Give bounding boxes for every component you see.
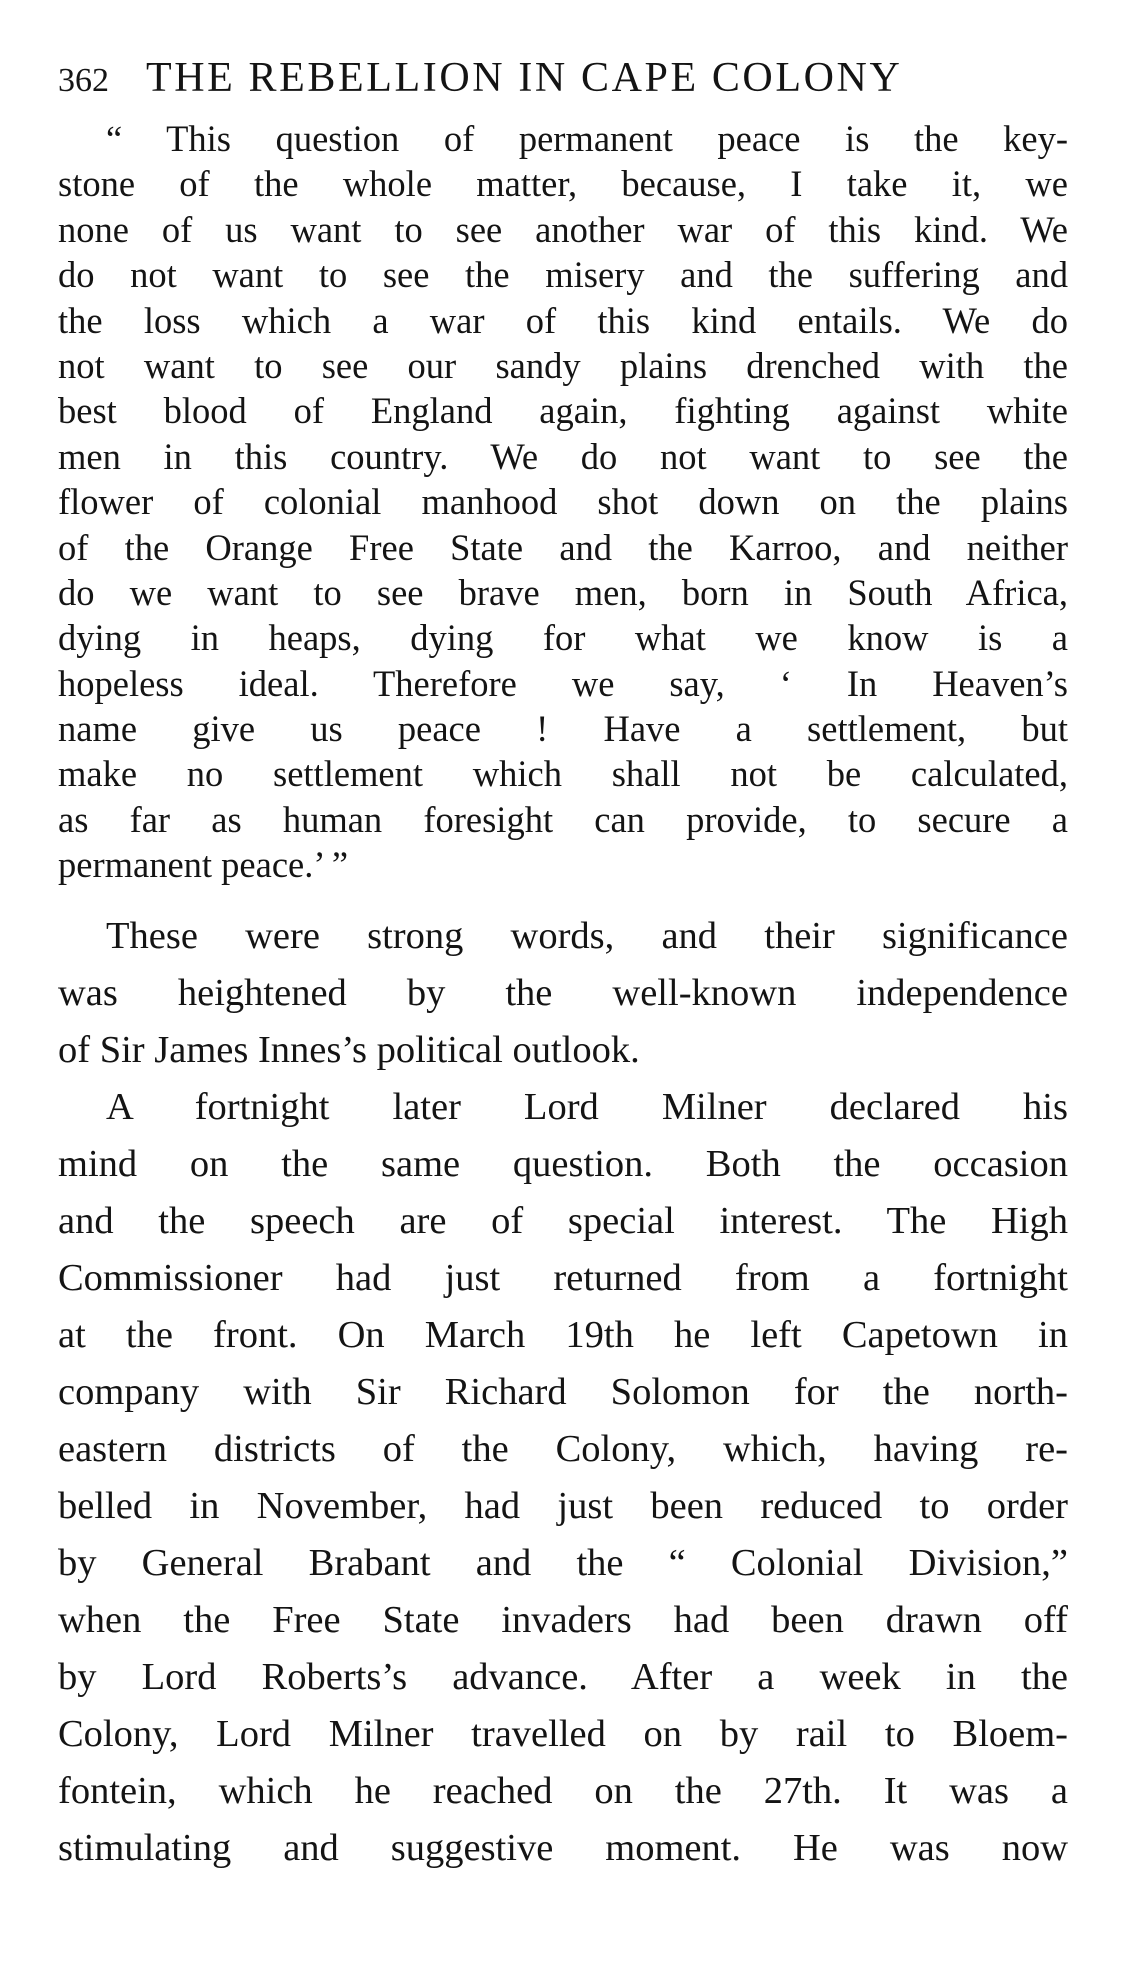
paragraph-line: by General Brabant and the “ Colonial Division,” — [58, 1541, 1068, 1584]
quote-line: the loss which a war of this kind entails. We do — [58, 299, 1068, 341]
body-paragraph-1 — [58, 908, 1068, 1079]
paragraph-line: was heightened by the well-known independence — [58, 971, 1068, 1014]
quote-line: none of us want to see another war of this kind. We — [58, 208, 1068, 250]
page-number: 362 — [58, 62, 109, 99]
paragraph-line: mind on the same question. Both the occasion — [58, 1142, 1068, 1185]
paragraph-line: Colony, Lord Milner travelled on by rail to Bloem- — [58, 1712, 1068, 1755]
quote-line: permanent peace.’ ” — [58, 844, 349, 886]
paragraph-line: A fortnight later Lord Milner declared his — [106, 1085, 1068, 1128]
paragraph-line: Commissioner had just returned from a fortnight — [58, 1256, 1068, 1299]
quote-line: do not want to see the misery and the suffering and — [58, 254, 1068, 296]
running-title: THE REBELLION IN CAPE COLONY — [146, 55, 903, 101]
paragraph-line: stimulating and suggestive moment. He was now — [58, 1826, 1068, 1869]
quote-line: flower of colonial manhood shot down on the plains — [58, 481, 1068, 523]
paragraph-line: company with Sir Richard Solomon for the north- — [58, 1370, 1068, 1413]
quote-line: of the Orange Free State and the Karroo, and neither — [58, 526, 1068, 568]
paragraph-line: fontein, which he reached on the 27th. It was a — [58, 1769, 1068, 1812]
quote-line: best blood of England again, fighting against white — [58, 390, 1068, 432]
paragraph-line: eastern districts of the Colony, which, having re- — [58, 1427, 1068, 1470]
paragraph-line: belled in November, had just been reduced to order — [58, 1484, 1068, 1527]
body-paragraph-2 — [58, 1079, 1068, 1877]
quote-line: name give us peace ! Have a settlement, but — [58, 708, 1068, 750]
quoted-speech — [58, 116, 1068, 888]
paragraph-line: by Lord Roberts’s advance. After a week in the — [58, 1655, 1068, 1698]
quote-line: not want to see our sandy plains drenched with the — [58, 344, 1068, 386]
paragraph-line: and the speech are of special interest. The High — [58, 1199, 1068, 1242]
quote-line: dying in heaps, dying for what we know is a — [58, 617, 1068, 659]
quote-line: “ This question of permanent peace is the key- — [106, 118, 1068, 159]
quote-line: hopeless ideal. Therefore we say, ‘ In Heaven’s — [58, 662, 1068, 704]
quote-line: make no settlement which shall not be calculated, — [58, 753, 1068, 795]
paragraph-line: at the front. On March 19th he left Capetown in — [58, 1313, 1068, 1356]
quote-line: as far as human foresight can provide, to secure a — [58, 798, 1068, 840]
running-head — [58, 48, 1068, 108]
quote-line: men in this country. We do not want to see the — [58, 435, 1068, 477]
quote-line: do we want to see brave men, born in South Africa, — [58, 571, 1068, 613]
book-page — [58, 48, 1068, 1877]
paragraph-line: These were strong words, and their significance — [106, 914, 1068, 957]
paragraph-line: of Sir James Innes’s political outlook. — [58, 1028, 640, 1071]
paragraph-line: when the Free State invaders had been drawn off — [58, 1598, 1068, 1641]
quote-line: stone of the whole matter, because, I take it, we — [58, 163, 1068, 205]
